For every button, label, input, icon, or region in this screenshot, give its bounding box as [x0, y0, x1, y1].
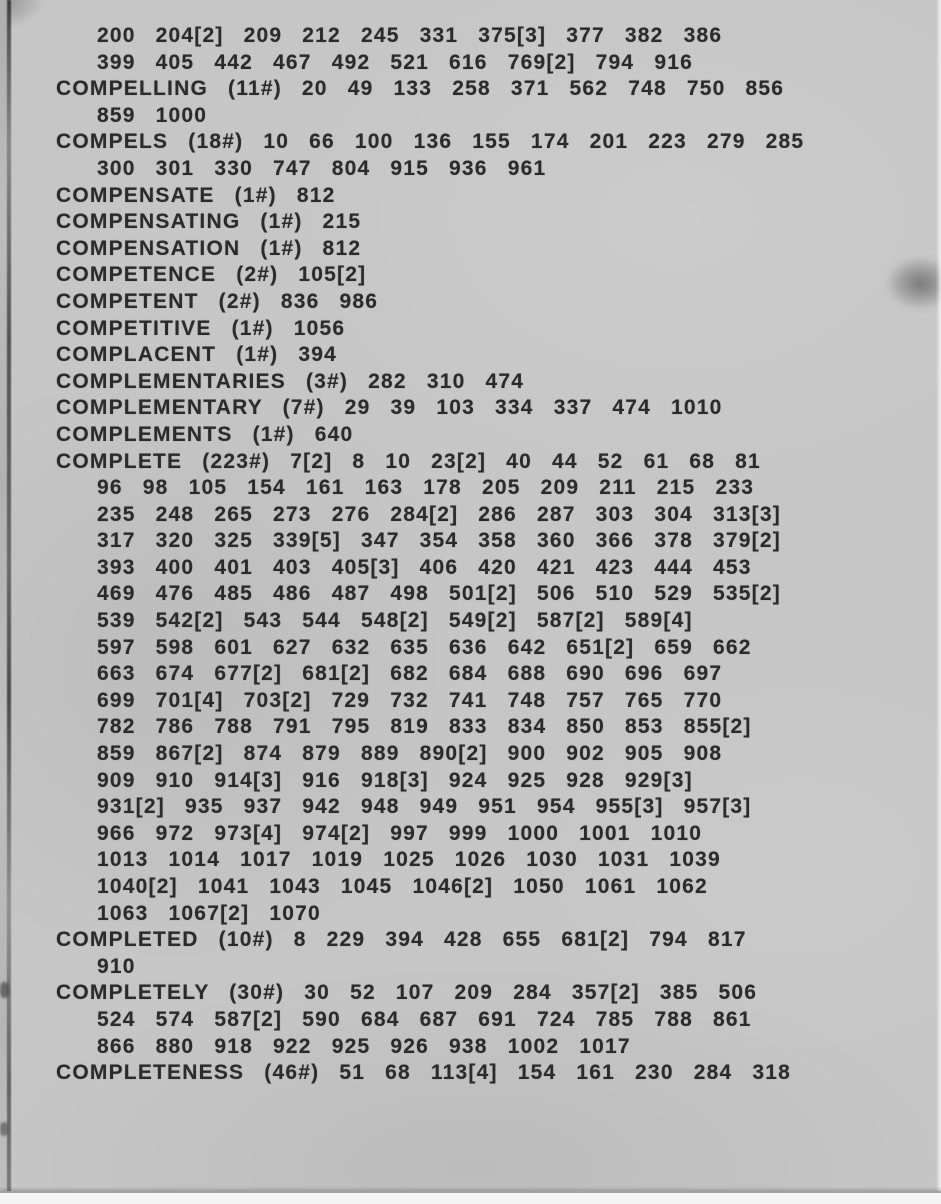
text-line: COMPETENCE (2#) 105[2]: [56, 263, 367, 287]
text-line: 317 320 325 339[5] 347 354 358 360 366 378 379[2]: [97, 529, 781, 553]
text-line: COMPLEMENTARY (7#) 29 39 103 334 337 474 1010: [56, 396, 723, 420]
scan-bottom-margin: [0, 1191, 941, 1204]
text-line: 931[2] 935 937 942 948 949 951 954 955[3] 957[3]: [97, 795, 752, 819]
text-line: COMPLETE (223#) 7[2] 8 10 23[2] 40 44 52 61 68 81: [56, 449, 761, 473]
text-line: 399 405 442 467 492 521 616 769[2] 794 916: [97, 50, 693, 74]
text-line: COMPENSATION (1#) 812: [56, 236, 362, 260]
text-line: COMPELLING (11#) 20 49 133 258 371 562 748 750 856: [56, 77, 785, 101]
text-line: 96 98 105 154 161 163 178 205 209 211 215 233: [97, 476, 755, 500]
text-line: COMPETENT (2#) 836 986: [56, 289, 379, 313]
text-line: 524 574 587[2] 590 684 687 691 724 785 788 861: [97, 1007, 752, 1031]
text-line: COMPLACENT (1#) 394: [56, 343, 338, 367]
text-line: 597 598 601 627 632 635 636 642 651[2] 659 662: [97, 635, 752, 659]
text-line: 539 542[2] 543 544 548[2] 549[2] 587[2] 589[4]: [97, 609, 693, 633]
text-line: COMPLETENESS (46#) 51 68 113[4] 154 161 230 284 318: [56, 1061, 792, 1085]
text-line: 663 674 677[2] 681[2] 682 684 688 690 696 697: [97, 662, 723, 686]
text-line: 782 786 788 791 795 819 833 834 850 853 855[2]: [97, 715, 752, 739]
text-line: 859 867[2] 874 879 889 890[2] 900 902 905 908: [97, 742, 723, 766]
text-line: COMPLETELY (30#) 30 52 107 209 284 357[2] 385 506: [56, 981, 758, 1005]
text-line: COMPLETED (10#) 8 229 394 428 655 681[2] 794 817: [56, 928, 747, 952]
text-line: COMPENSATE (1#) 812: [56, 183, 336, 207]
text-line: 966 972 973[4] 974[2] 997 999 1000 1001 1010: [97, 821, 703, 845]
scan-right-edge: [936, 0, 941, 1204]
text-line: COMPETITIVE (1#) 1056: [56, 316, 346, 340]
text-line: 469 476 485 486 487 498 501[2] 506 510 529 535[2]: [97, 582, 781, 606]
text-line: 859 1000: [97, 103, 208, 127]
text-line: 866 880 918 922 925 926 938 1002 1017: [97, 1034, 631, 1058]
text-line: 1013 1014 1017 1019 1025 1026 1030 1031 1039: [97, 848, 721, 872]
text-line: COMPLEMENTARIES (3#) 282 310 474: [56, 369, 525, 393]
text-line: COMPELS (18#) 10 66 100 136 155 174 201 223 279 285: [56, 130, 805, 154]
text-line: 1063 1067[2] 1070: [97, 901, 321, 925]
concordance-text-block: [56, 23, 933, 1087]
text-line: 393 400 401 403 405[3] 406 420 421 423 444 453: [97, 555, 752, 579]
text-line: 699 701[4] 703[2] 729 732 741 748 757 765 770: [97, 688, 723, 712]
text-line: 235 248 265 273 276 284[2] 286 287 303 304 313[3]: [97, 502, 781, 526]
text-line: 1040[2] 1041 1043 1045 1046[2] 1050 1061 1062: [97, 875, 708, 898]
text-line: COMPLEMENTS (1#) 640: [56, 422, 354, 446]
text-line: COMPENSATING (1#) 215: [56, 210, 362, 234]
scan-artifact-mark: [0, 982, 9, 998]
text-line: 300 301 330 747 804 915 936 961: [97, 156, 547, 180]
page-edge-shadow: [7, 0, 11, 1204]
text-line: 910: [97, 954, 136, 978]
text-line: 200 204[2] 209 212 245 331 375[3] 377 382 386: [97, 24, 723, 47]
scan-artifact-mark: [0, 1122, 8, 1136]
text-line: 909 910 914[3] 916 918[3] 924 925 928 929[3]: [97, 768, 693, 792]
